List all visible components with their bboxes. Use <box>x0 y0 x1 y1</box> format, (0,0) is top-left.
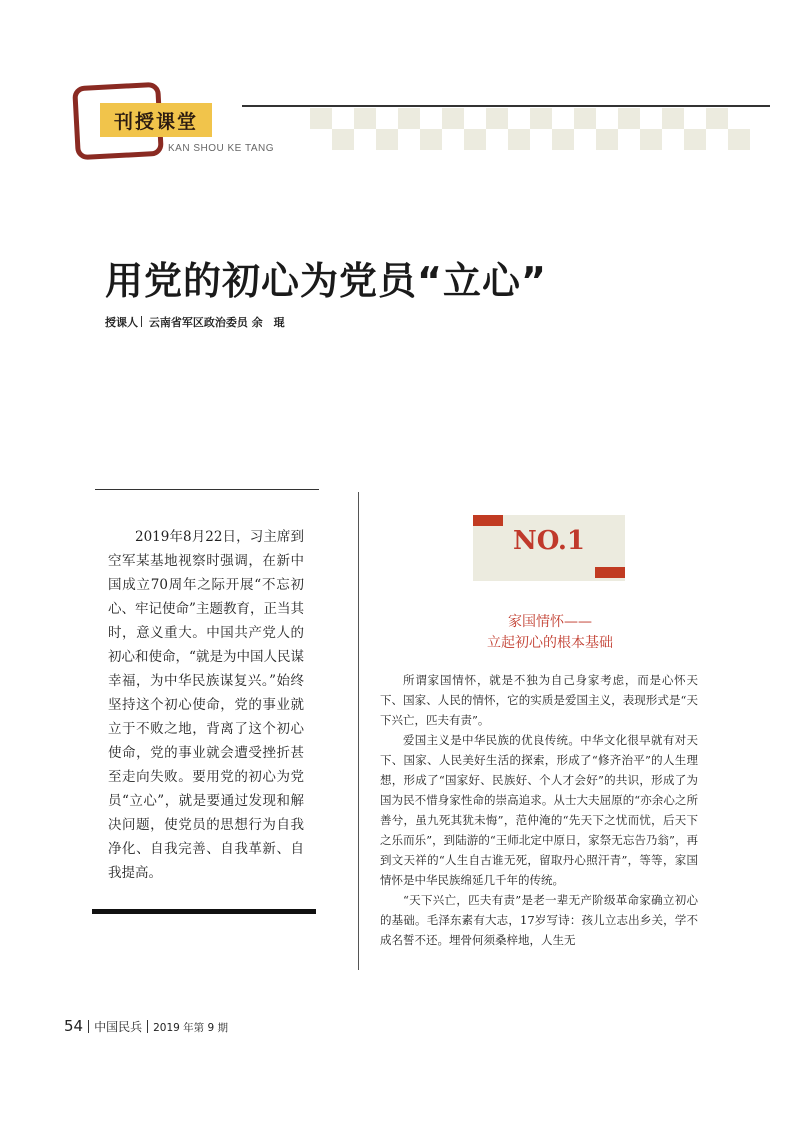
checker-cell <box>354 108 376 129</box>
section-number-accent-top <box>473 515 503 526</box>
checker-cell <box>420 129 442 150</box>
body-paragraph: 爱国主义是中华民族的优良传统。中华文化很早就有对天下、国家、人民美好生活的探索，形成了“修齐治平”的人生理想，形成了“国家好、民族好、个人才会好”的共识，形成了为国为民不惜身家性命的崇高追求。从士大夫屈原的“亦余心之所善兮，虽九死其犹未悔”，范仲淹的“先天下之忧而忧，后天下之乐而乐”，到陆游的“王师北定中原日，家祭无忘告乃翁”，再到文天祥的“人生自古谁无死，留取丹心照汗青”，等等，家国情怀是中华民族绵延几千年的传统。 <box>380 733 698 887</box>
checker-cell <box>618 108 640 129</box>
checker-cell <box>442 108 464 129</box>
checker-cell <box>706 108 728 129</box>
checker-cell <box>508 129 530 150</box>
section-title <box>440 612 660 654</box>
byline-author-title: 云南省军区政治委员 <box>148 316 248 329</box>
checker-cell <box>574 108 596 129</box>
header-rule <box>242 105 770 107</box>
page-footer <box>64 1017 228 1035</box>
intro-bottom-rule <box>92 909 316 914</box>
intro-paragraph: 2019年8月22日，习主席到空军某基地视察时强调，在新中国成立70周年之际开展“不忘初心、牢记使命”主题教育，正当其时，意义重大。中国共产党人的初心和使命，“就是为中国人民谋幸福，为中华民族谋复兴。”始终坚持这个初心使命，党的事业就立于不败之地，背离了这个初心使命，党的事业就会遭受挫折甚至走向失败。要用党的初心为党员“立心”，就是要通过发现和解决问题，使党员的思想行为自我净化、自我完善、自我革新、自我提高。 <box>108 529 304 881</box>
byline <box>105 314 285 330</box>
section-title-line1: 家国情怀—— <box>508 614 592 630</box>
checker-cell <box>596 129 618 150</box>
section-title-line2: 立起初心的根本基础 <box>487 635 613 651</box>
body-paragraph: 所谓家国情怀，就是不独为自己身家考虑，而是心怀天下、国家、人民的情怀，它的实质是爱国主义，表现形式是“天下兴亡，匹夫有责”。 <box>380 673 698 727</box>
section-number: NO.1 <box>512 526 586 556</box>
byline-role: 授课人 <box>105 316 138 329</box>
column-badge: 刊授课堂 <box>100 103 212 137</box>
section-body <box>380 670 698 950</box>
checker-cell <box>530 108 552 129</box>
checker-pattern <box>310 108 770 150</box>
intro-top-rule <box>95 489 319 490</box>
checker-cell <box>662 108 684 129</box>
checker-cell <box>310 108 332 129</box>
checker-cell <box>398 108 420 129</box>
page-number: 54 <box>64 1017 84 1035</box>
checker-cell <box>552 129 574 150</box>
column-divider <box>358 492 359 970</box>
checker-cell <box>376 129 398 150</box>
checker-cell <box>728 129 750 150</box>
checker-cell <box>684 129 706 150</box>
issue-label: 2019 年第 9 期 <box>153 1022 229 1034</box>
column-badge-pinyin: KAN SHOU KE TANG <box>168 143 274 154</box>
magazine-name: 中国民兵 <box>94 1020 143 1034</box>
checker-cell <box>464 129 486 150</box>
checker-cell <box>332 129 354 150</box>
section-number-accent-bottom <box>595 567 625 578</box>
byline-author-name: 余 琨 <box>251 316 285 329</box>
checker-cell <box>640 129 662 150</box>
article-title: 用党的初心为党员“立心” <box>105 259 547 303</box>
checker-cell <box>486 108 508 129</box>
body-paragraph: “天下兴亡，匹夫有责”是老一辈无产阶级革命家确立初心的基础。毛泽东素有大志，17岁写诗：孩儿立志出乡关，学不成名誓不还。埋骨何须桑梓地，人生无 <box>380 893 698 947</box>
